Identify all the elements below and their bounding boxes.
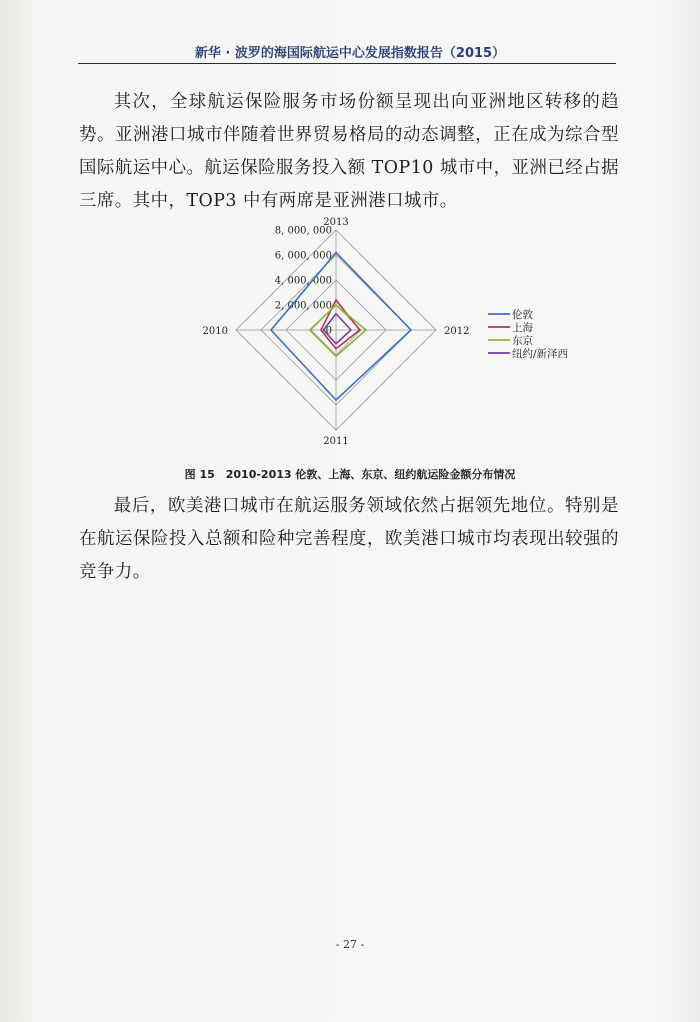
axis-label-2012: 2012	[444, 326, 470, 337]
running-header: 新华 · 波罗的海国际航运中心发展指数报告（2015）	[194, 46, 506, 61]
series-line-2	[310, 305, 366, 356]
tick-label-3: 6, 000, 000	[274, 250, 332, 262]
legend-label-3: 纽约/新泽西	[512, 348, 569, 360]
tick-label-1: 2, 000, 000	[274, 300, 332, 312]
legend-label-1: 上海	[512, 322, 533, 334]
axis-label-2011: 2011	[323, 436, 349, 447]
paragraph-asia-shift: 其次，全球航运保险服务市场份额呈现出向亚洲地区转移的趋势。亚洲港口城市伴随着世界贸易格局的动态调整，正在成为综合型国际航运中心。航运保险服务投入额 TOP10 城市中，亚洲已经占据三席。其中，TOP3 中有两席是亚洲港口城市。	[79, 92, 619, 211]
tick-label-2: 4, 000, 000	[274, 275, 332, 287]
axis-label-2013: 2013	[323, 217, 349, 228]
figure-caption: 图 15 2010-2013 伦敦、上海、东京、纽约航运险金额分布情况	[184, 468, 516, 481]
legend-label-2: 东京	[512, 335, 533, 347]
radar-chart	[190, 210, 590, 450]
axis-label-2010: 2010	[202, 326, 228, 337]
tick-label-0: 0	[325, 325, 332, 337]
paragraph-western-lead: 最后，欧美港口城市在航运服务领域依然占据领先地位。特别是在航运保险投入总额和险种完善程度，欧美港口城市均表现出较强的竞争力。	[79, 496, 619, 582]
header-rule	[78, 63, 616, 64]
legend-label-0: 伦敦	[512, 309, 533, 321]
tick-label-4: 8, 000, 000	[274, 225, 332, 237]
page-number: - 27 -	[335, 938, 365, 951]
